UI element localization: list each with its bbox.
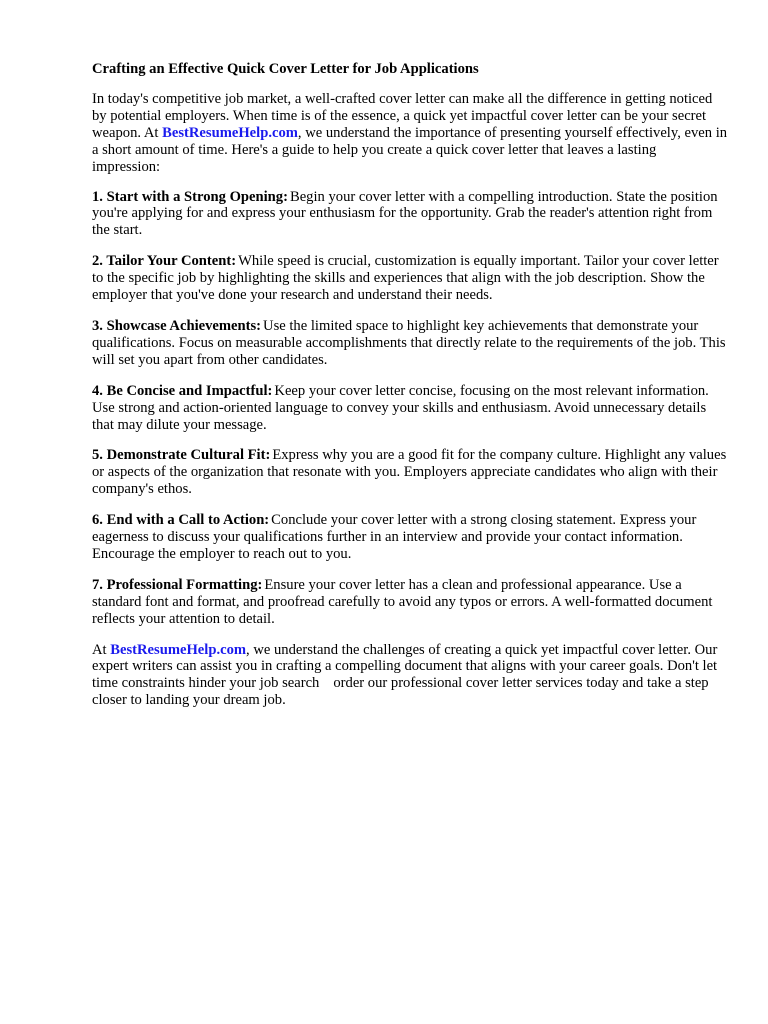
tip-body: Keep your cover letter concise, focusing on the most relevant information. Use strong and action-oriented language to convey your skills and enthusiasm. Avoid unnecessary details that may dilute your message.	[92, 382, 709, 433]
intro-paragraph	[92, 91, 728, 176]
tip-paragraph	[92, 577, 728, 628]
tip-body: Use the limited space to highlight key achievements that demonstrate your qualifications. Focus on measurable accomplishments that directly relate to the requirements of the job. This will set you apart from other candidates.	[92, 317, 726, 368]
tip-heading: 3. Showcase Achievements:	[92, 317, 262, 334]
tip-heading: 7. Professional Formatting:	[92, 576, 263, 593]
tip-paragraph	[92, 512, 728, 563]
intro-text-after: , we understand the importance of presenting yourself effectively, even in a short amount of time. Here's a guide to help you create a quick cover letter that leaves a lasting impression:	[92, 124, 728, 175]
closing-text-before: At	[92, 641, 111, 658]
closing-text-part2: order our professional cover letter services today and take a step closer to landing your dream job.	[92, 675, 709, 709]
tip-body: Begin your cover letter with a compelling introduction. State the position you're applying for and express your enthusiasm for the opportunity. Grab the reader's attention right from the start.	[92, 188, 718, 239]
tip-body: Ensure your cover letter has a clean and professional appearance. Use a standard font and format, and proofread carefully to avoid any typos or errors. A well-formatted document reflects your attention to detail.	[92, 576, 713, 627]
brand-link[interactable]: BestResumeHelp.com	[162, 124, 298, 141]
intro-text-before: In today's competitive job market, a well-crafted cover letter can make all the difference in getting noticed by potential employers. When time is of the essence, a quick yet impactful cover letter can be your secret weapon. At	[92, 91, 713, 141]
tip-heading: 2. Tailor Your Content:	[92, 253, 237, 270]
tip-heading: 1. Start with a Strong Opening:	[92, 188, 288, 205]
tip-paragraph	[92, 447, 728, 498]
tip-paragraph	[92, 383, 728, 434]
tip-body: Express why you are a good fit for the company culture. Highlight any values or aspects of the organization that resonate with you. Employers appreciate candidates who align with their company's ethos.	[92, 447, 727, 498]
document-title: Crafting an Effective Quick Cover Letter for Job Applications	[92, 61, 479, 77]
tip-heading: 5. Demonstrate Cultural Fit:	[92, 447, 271, 464]
tip-paragraph	[92, 253, 728, 304]
brand-link[interactable]: BestResumeHelp.com	[110, 641, 247, 658]
closing-paragraph	[92, 642, 728, 710]
closing-text-part1: , we understand the challenges of creating a quick yet impactful cover letter. Our expert writers can assist you in crafting a compelling document that aligns with your career goals. Don't let time constraints hinder your job search	[92, 641, 718, 692]
tip-heading: 4. Be Concise and Impactful:	[92, 382, 273, 399]
tip-body: While speed is crucial, customization is equally important. Tailor your cover letter to the specific job by highlighting the skills and experiences that align with the job description. Show the employer that you've done your research and understand their needs.	[92, 253, 719, 304]
tip-heading: 6. End with a Call to Action:	[92, 512, 270, 529]
tip-paragraph	[92, 318, 728, 369]
tip-body: Conclude your cover letter with a strong closing statement. Express your eagerness to discuss your qualifications further in an interview and provide your contact information. Encourage the employer to reach out to you.	[92, 512, 697, 562]
tip-paragraph	[92, 189, 728, 240]
